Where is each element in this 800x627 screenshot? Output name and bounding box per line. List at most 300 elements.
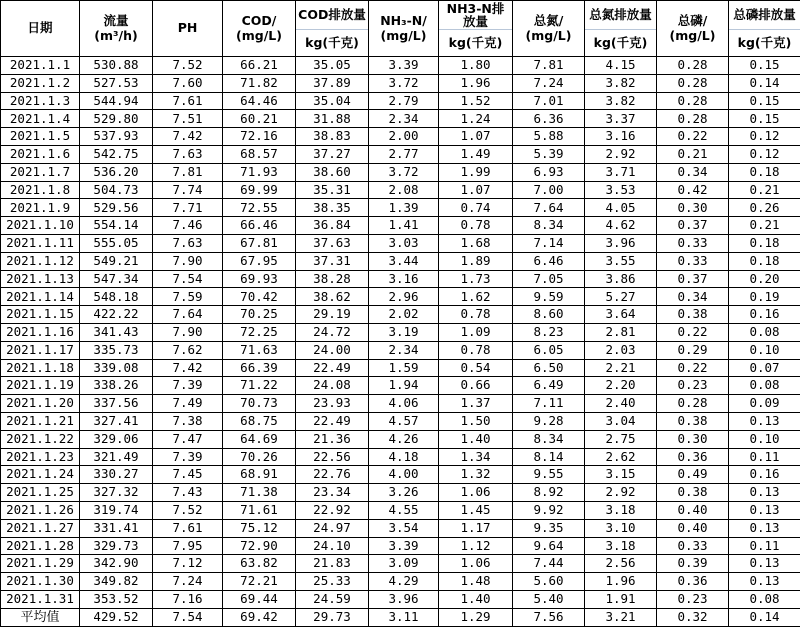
- value-cell: 6.49: [513, 377, 585, 395]
- date-cell: 2021.1.19: [1, 377, 80, 395]
- value-cell: 331.41: [80, 519, 153, 537]
- value-cell: 8.23: [513, 323, 585, 341]
- value-cell: 5.39: [513, 145, 585, 163]
- value-cell: 429.52: [80, 608, 153, 626]
- value-cell: 72.25: [223, 323, 296, 341]
- value-cell: 7.11: [513, 395, 585, 413]
- value-cell: 544.94: [80, 92, 153, 110]
- value-cell: 7.49: [153, 395, 223, 413]
- col-title: COD/: [223, 14, 295, 28]
- value-cell: 75.12: [223, 519, 296, 537]
- value-cell: 0.20: [729, 270, 800, 288]
- value-cell: 0.15: [729, 110, 800, 128]
- date-cell: 2021.1.9: [1, 199, 80, 217]
- value-cell: 7.51: [153, 110, 223, 128]
- value-cell: 0.18: [729, 234, 800, 252]
- value-cell: 35.04: [296, 92, 369, 110]
- value-cell: 69.99: [223, 181, 296, 199]
- value-cell: 1.48: [439, 573, 513, 591]
- table-row: [1, 555, 800, 573]
- value-cell: 0.66: [439, 377, 513, 395]
- value-cell: 7.62: [153, 341, 223, 359]
- value-cell: 0.12: [729, 145, 800, 163]
- value-cell: 338.26: [80, 377, 153, 395]
- date-cell: 2021.1.5: [1, 128, 80, 146]
- value-cell: 1.37: [439, 395, 513, 413]
- value-cell: 0.19: [729, 288, 800, 306]
- value-cell: 7.47: [153, 430, 223, 448]
- value-cell: 24.72: [296, 323, 369, 341]
- value-cell: 7.16: [153, 590, 223, 608]
- value-cell: 9.55: [513, 466, 585, 484]
- value-cell: 0.39: [657, 555, 729, 573]
- value-cell: 3.55: [585, 252, 657, 270]
- value-cell: 3.26: [369, 484, 439, 502]
- table-row: [1, 234, 800, 252]
- value-cell: 1.96: [585, 573, 657, 591]
- value-cell: 63.82: [223, 555, 296, 573]
- value-cell: 0.21: [729, 217, 800, 235]
- value-cell: 3.53: [585, 181, 657, 199]
- value-cell: 21.36: [296, 430, 369, 448]
- date-cell: 2021.1.15: [1, 306, 80, 324]
- value-cell: 66.46: [223, 217, 296, 235]
- date-cell: 2021.1.21: [1, 412, 80, 430]
- table-row: [1, 501, 800, 519]
- value-cell: 1.94: [369, 377, 439, 395]
- value-cell: 0.30: [657, 199, 729, 217]
- table-row: [1, 323, 800, 341]
- value-cell: 1.06: [439, 555, 513, 573]
- value-cell: 1.41: [369, 217, 439, 235]
- date-cell: 2021.1.26: [1, 501, 80, 519]
- date-cell: 2021.1.10: [1, 217, 80, 235]
- value-cell: 38.62: [296, 288, 369, 306]
- value-cell: 38.35: [296, 199, 369, 217]
- value-cell: 3.72: [369, 74, 439, 92]
- value-cell: 1.68: [439, 234, 513, 252]
- value-cell: 2.96: [369, 288, 439, 306]
- col-header-total-nitrogen-emission: [585, 1, 657, 57]
- value-cell: 24.00: [296, 341, 369, 359]
- value-cell: 5.88: [513, 128, 585, 146]
- date-cell: 2021.1.4: [1, 110, 80, 128]
- value-cell: 0.37: [657, 217, 729, 235]
- value-cell: 38.28: [296, 270, 369, 288]
- value-cell: 0.33: [657, 537, 729, 555]
- value-cell: 7.14: [513, 234, 585, 252]
- value-cell: 0.26: [729, 199, 800, 217]
- value-cell: 547.34: [80, 270, 153, 288]
- value-cell: 35.31: [296, 181, 369, 199]
- table-row: [1, 145, 800, 163]
- col-title: 总氮/: [513, 14, 584, 28]
- value-cell: 5.60: [513, 573, 585, 591]
- value-cell: 0.32: [657, 608, 729, 626]
- value-cell: 3.16: [585, 128, 657, 146]
- value-cell: 7.01: [513, 92, 585, 110]
- col-header-date: [1, 1, 80, 57]
- value-cell: 68.91: [223, 466, 296, 484]
- value-cell: 71.63: [223, 341, 296, 359]
- value-cell: 0.28: [657, 74, 729, 92]
- value-cell: 9.92: [513, 501, 585, 519]
- value-cell: 527.53: [80, 74, 153, 92]
- value-cell: 0.13: [729, 412, 800, 430]
- value-cell: 60.21: [223, 110, 296, 128]
- date-cell: 2021.1.29: [1, 555, 80, 573]
- value-cell: 37.89: [296, 74, 369, 92]
- value-cell: 0.13: [729, 519, 800, 537]
- col-title: 总磷/: [657, 14, 728, 28]
- col-header-nh3n-emission: [439, 1, 513, 57]
- value-cell: 0.28: [657, 110, 729, 128]
- value-cell: 329.73: [80, 537, 153, 555]
- value-cell: 7.71: [153, 199, 223, 217]
- table-row: [1, 74, 800, 92]
- table-row: [1, 181, 800, 199]
- value-cell: 0.10: [729, 341, 800, 359]
- value-cell: 0.13: [729, 484, 800, 502]
- value-cell: 23.34: [296, 484, 369, 502]
- col-unit: kg(千克): [439, 30, 512, 56]
- value-cell: 0.09: [729, 395, 800, 413]
- value-cell: 8.34: [513, 430, 585, 448]
- col-unit: (mg/L): [657, 29, 728, 43]
- value-cell: 1.73: [439, 270, 513, 288]
- value-cell: 7.54: [153, 270, 223, 288]
- value-cell: 1.34: [439, 448, 513, 466]
- value-cell: 72.21: [223, 573, 296, 591]
- value-cell: 0.42: [657, 181, 729, 199]
- value-cell: 5.40: [513, 590, 585, 608]
- value-cell: 2.03: [585, 341, 657, 359]
- value-cell: 7.44: [513, 555, 585, 573]
- value-cell: 3.21: [585, 608, 657, 626]
- value-cell: 327.32: [80, 484, 153, 502]
- value-cell: 6.05: [513, 341, 585, 359]
- value-cell: 3.71: [585, 163, 657, 181]
- value-cell: 1.12: [439, 537, 513, 555]
- value-cell: 7.52: [153, 57, 223, 75]
- value-cell: 7.43: [153, 484, 223, 502]
- value-cell: 7.42: [153, 128, 223, 146]
- date-cell: 2021.1.31: [1, 590, 80, 608]
- table-row: [1, 270, 800, 288]
- value-cell: 4.15: [585, 57, 657, 75]
- table-row: [1, 128, 800, 146]
- value-cell: 37.31: [296, 252, 369, 270]
- value-cell: 1.80: [439, 57, 513, 75]
- value-cell: 8.14: [513, 448, 585, 466]
- value-cell: 64.46: [223, 92, 296, 110]
- value-cell: 529.80: [80, 110, 153, 128]
- value-cell: 1.99: [439, 163, 513, 181]
- value-cell: 6.93: [513, 163, 585, 181]
- value-cell: 7.64: [513, 199, 585, 217]
- value-cell: 0.13: [729, 573, 800, 591]
- value-cell: 0.08: [729, 323, 800, 341]
- value-cell: 5.27: [585, 288, 657, 306]
- col-title: NH3-N排放量: [439, 1, 512, 30]
- value-cell: 71.82: [223, 74, 296, 92]
- value-cell: 329.06: [80, 430, 153, 448]
- value-cell: 339.08: [80, 359, 153, 377]
- table-row: [1, 377, 800, 395]
- value-cell: 29.73: [296, 608, 369, 626]
- value-cell: 22.76: [296, 466, 369, 484]
- header-row: [1, 1, 800, 57]
- value-cell: 38.83: [296, 128, 369, 146]
- value-cell: 1.45: [439, 501, 513, 519]
- value-cell: 1.39: [369, 199, 439, 217]
- value-cell: 38.60: [296, 163, 369, 181]
- value-cell: 0.08: [729, 590, 800, 608]
- value-cell: 3.39: [369, 537, 439, 555]
- value-cell: 0.33: [657, 234, 729, 252]
- value-cell: 0.54: [439, 359, 513, 377]
- value-cell: 3.03: [369, 234, 439, 252]
- value-cell: 3.54: [369, 519, 439, 537]
- value-cell: 71.93: [223, 163, 296, 181]
- value-cell: 342.90: [80, 555, 153, 573]
- value-cell: 24.59: [296, 590, 369, 608]
- value-cell: 8.92: [513, 484, 585, 502]
- col-unit: kg(千克): [729, 30, 800, 56]
- value-cell: 0.78: [439, 341, 513, 359]
- date-cell: 2021.1.2: [1, 74, 80, 92]
- value-cell: 0.10: [729, 430, 800, 448]
- value-cell: 0.38: [657, 306, 729, 324]
- value-cell: 0.36: [657, 573, 729, 591]
- value-cell: 2.62: [585, 448, 657, 466]
- value-cell: 0.21: [729, 181, 800, 199]
- value-cell: 21.83: [296, 555, 369, 573]
- value-cell: 1.49: [439, 145, 513, 163]
- col-header-ph: [153, 1, 223, 57]
- value-cell: 1.17: [439, 519, 513, 537]
- value-cell: 0.49: [657, 466, 729, 484]
- value-cell: 536.20: [80, 163, 153, 181]
- value-cell: 3.44: [369, 252, 439, 270]
- value-cell: 70.25: [223, 306, 296, 324]
- value-cell: 7.74: [153, 181, 223, 199]
- value-cell: 2.92: [585, 145, 657, 163]
- value-cell: 0.15: [729, 57, 800, 75]
- value-cell: 537.93: [80, 128, 153, 146]
- table-row: [1, 92, 800, 110]
- value-cell: 4.55: [369, 501, 439, 519]
- value-cell: 0.18: [729, 252, 800, 270]
- value-cell: 0.40: [657, 519, 729, 537]
- value-cell: 68.75: [223, 412, 296, 430]
- value-cell: 22.92: [296, 501, 369, 519]
- value-cell: 7.56: [513, 608, 585, 626]
- value-cell: 0.33: [657, 252, 729, 270]
- value-cell: 7.61: [153, 92, 223, 110]
- value-cell: 3.39: [369, 57, 439, 75]
- value-cell: 542.75: [80, 145, 153, 163]
- value-cell: 4.29: [369, 573, 439, 591]
- value-cell: 22.56: [296, 448, 369, 466]
- value-cell: 4.26: [369, 430, 439, 448]
- value-cell: 0.36: [657, 448, 729, 466]
- value-cell: 7.64: [153, 306, 223, 324]
- table-row: [1, 608, 800, 626]
- col-title: 总氮排放量: [585, 1, 656, 30]
- date-cell: 2021.1.28: [1, 537, 80, 555]
- date-cell: 2021.1.17: [1, 341, 80, 359]
- date-cell: 2021.1.1: [1, 57, 80, 75]
- value-cell: 6.46: [513, 252, 585, 270]
- value-cell: 0.07: [729, 359, 800, 377]
- value-cell: 0.13: [729, 501, 800, 519]
- value-cell: 64.69: [223, 430, 296, 448]
- value-cell: 0.23: [657, 590, 729, 608]
- value-cell: 3.19: [369, 323, 439, 341]
- value-cell: 69.93: [223, 270, 296, 288]
- date-cell: 2021.1.13: [1, 270, 80, 288]
- value-cell: 71.38: [223, 484, 296, 502]
- value-cell: 0.40: [657, 501, 729, 519]
- value-cell: 70.42: [223, 288, 296, 306]
- value-cell: 3.18: [585, 501, 657, 519]
- date-cell: 2021.1.6: [1, 145, 80, 163]
- value-cell: 7.81: [513, 57, 585, 75]
- value-cell: 23.93: [296, 395, 369, 413]
- value-cell: 353.52: [80, 590, 153, 608]
- table-row: [1, 163, 800, 181]
- value-cell: 1.50: [439, 412, 513, 430]
- table-row: [1, 519, 800, 537]
- value-cell: 22.49: [296, 412, 369, 430]
- date-cell: 2021.1.20: [1, 395, 80, 413]
- value-cell: 0.13: [729, 555, 800, 573]
- value-cell: 3.11: [369, 608, 439, 626]
- value-cell: 7.60: [153, 74, 223, 92]
- value-cell: 67.95: [223, 252, 296, 270]
- value-cell: 7.90: [153, 323, 223, 341]
- value-cell: 335.73: [80, 341, 153, 359]
- value-cell: 321.49: [80, 448, 153, 466]
- value-cell: 31.88: [296, 110, 369, 128]
- value-cell: 0.34: [657, 163, 729, 181]
- value-cell: 7.90: [153, 252, 223, 270]
- value-cell: 70.26: [223, 448, 296, 466]
- value-cell: 0.28: [657, 395, 729, 413]
- value-cell: 327.41: [80, 412, 153, 430]
- value-cell: 37.63: [296, 234, 369, 252]
- value-cell: 69.44: [223, 590, 296, 608]
- value-cell: 9.35: [513, 519, 585, 537]
- value-cell: 1.09: [439, 323, 513, 341]
- value-cell: 0.14: [729, 74, 800, 92]
- value-cell: 2.21: [585, 359, 657, 377]
- date-cell: 2021.1.8: [1, 181, 80, 199]
- table-row: [1, 341, 800, 359]
- date-cell: 2021.1.18: [1, 359, 80, 377]
- value-cell: 3.15: [585, 466, 657, 484]
- date-cell: 平均值: [1, 608, 80, 626]
- col-header-total-nitrogen: [513, 1, 585, 57]
- value-cell: 7.24: [153, 573, 223, 591]
- value-cell: 0.08: [729, 377, 800, 395]
- col-title: 流量: [80, 14, 152, 28]
- value-cell: 2.56: [585, 555, 657, 573]
- value-cell: 0.78: [439, 217, 513, 235]
- value-cell: 7.00: [513, 181, 585, 199]
- date-cell: 2021.1.3: [1, 92, 80, 110]
- value-cell: 36.84: [296, 217, 369, 235]
- value-cell: 7.12: [153, 555, 223, 573]
- value-cell: 1.29: [439, 608, 513, 626]
- value-cell: 0.34: [657, 288, 729, 306]
- value-cell: 2.92: [585, 484, 657, 502]
- date-cell: 2021.1.16: [1, 323, 80, 341]
- value-cell: 67.81: [223, 234, 296, 252]
- value-cell: 319.74: [80, 501, 153, 519]
- table-row: [1, 573, 800, 591]
- value-cell: 2.40: [585, 395, 657, 413]
- value-cell: 3.82: [585, 92, 657, 110]
- table-row: [1, 395, 800, 413]
- value-cell: 4.06: [369, 395, 439, 413]
- date-cell: 2021.1.30: [1, 573, 80, 591]
- value-cell: 0.22: [657, 359, 729, 377]
- value-cell: 4.05: [585, 199, 657, 217]
- date-cell: 2021.1.12: [1, 252, 80, 270]
- value-cell: 1.40: [439, 590, 513, 608]
- col-unit: kg(千克): [585, 30, 656, 56]
- value-cell: 0.28: [657, 92, 729, 110]
- value-cell: 2.08: [369, 181, 439, 199]
- value-cell: 7.05: [513, 270, 585, 288]
- table-row: [1, 430, 800, 448]
- col-header-total-phosphorus: [657, 1, 729, 57]
- value-cell: 0.28: [657, 57, 729, 75]
- value-cell: 8.34: [513, 217, 585, 235]
- table-row: [1, 199, 800, 217]
- value-cell: 7.24: [513, 74, 585, 92]
- col-unit: (m³/h): [80, 29, 152, 43]
- value-cell: 4.57: [369, 412, 439, 430]
- value-cell: 72.90: [223, 537, 296, 555]
- value-cell: 337.56: [80, 395, 153, 413]
- col-unit: (mg/L): [223, 29, 295, 43]
- value-cell: 1.06: [439, 484, 513, 502]
- value-cell: 548.18: [80, 288, 153, 306]
- value-cell: 341.43: [80, 323, 153, 341]
- value-cell: 1.52: [439, 92, 513, 110]
- value-cell: 7.39: [153, 448, 223, 466]
- col-header-flow: [80, 1, 153, 57]
- value-cell: 1.91: [585, 590, 657, 608]
- value-cell: 7.61: [153, 519, 223, 537]
- value-cell: 2.02: [369, 306, 439, 324]
- value-cell: 68.57: [223, 145, 296, 163]
- value-cell: 3.16: [369, 270, 439, 288]
- value-cell: 0.11: [729, 537, 800, 555]
- date-cell: 2021.1.11: [1, 234, 80, 252]
- value-cell: 3.96: [369, 590, 439, 608]
- value-cell: 2.00: [369, 128, 439, 146]
- table-row: [1, 412, 800, 430]
- value-cell: 0.78: [439, 306, 513, 324]
- col-title: NH₃-N/: [369, 14, 438, 28]
- value-cell: 3.04: [585, 412, 657, 430]
- value-cell: 0.29: [657, 341, 729, 359]
- table-row: [1, 252, 800, 270]
